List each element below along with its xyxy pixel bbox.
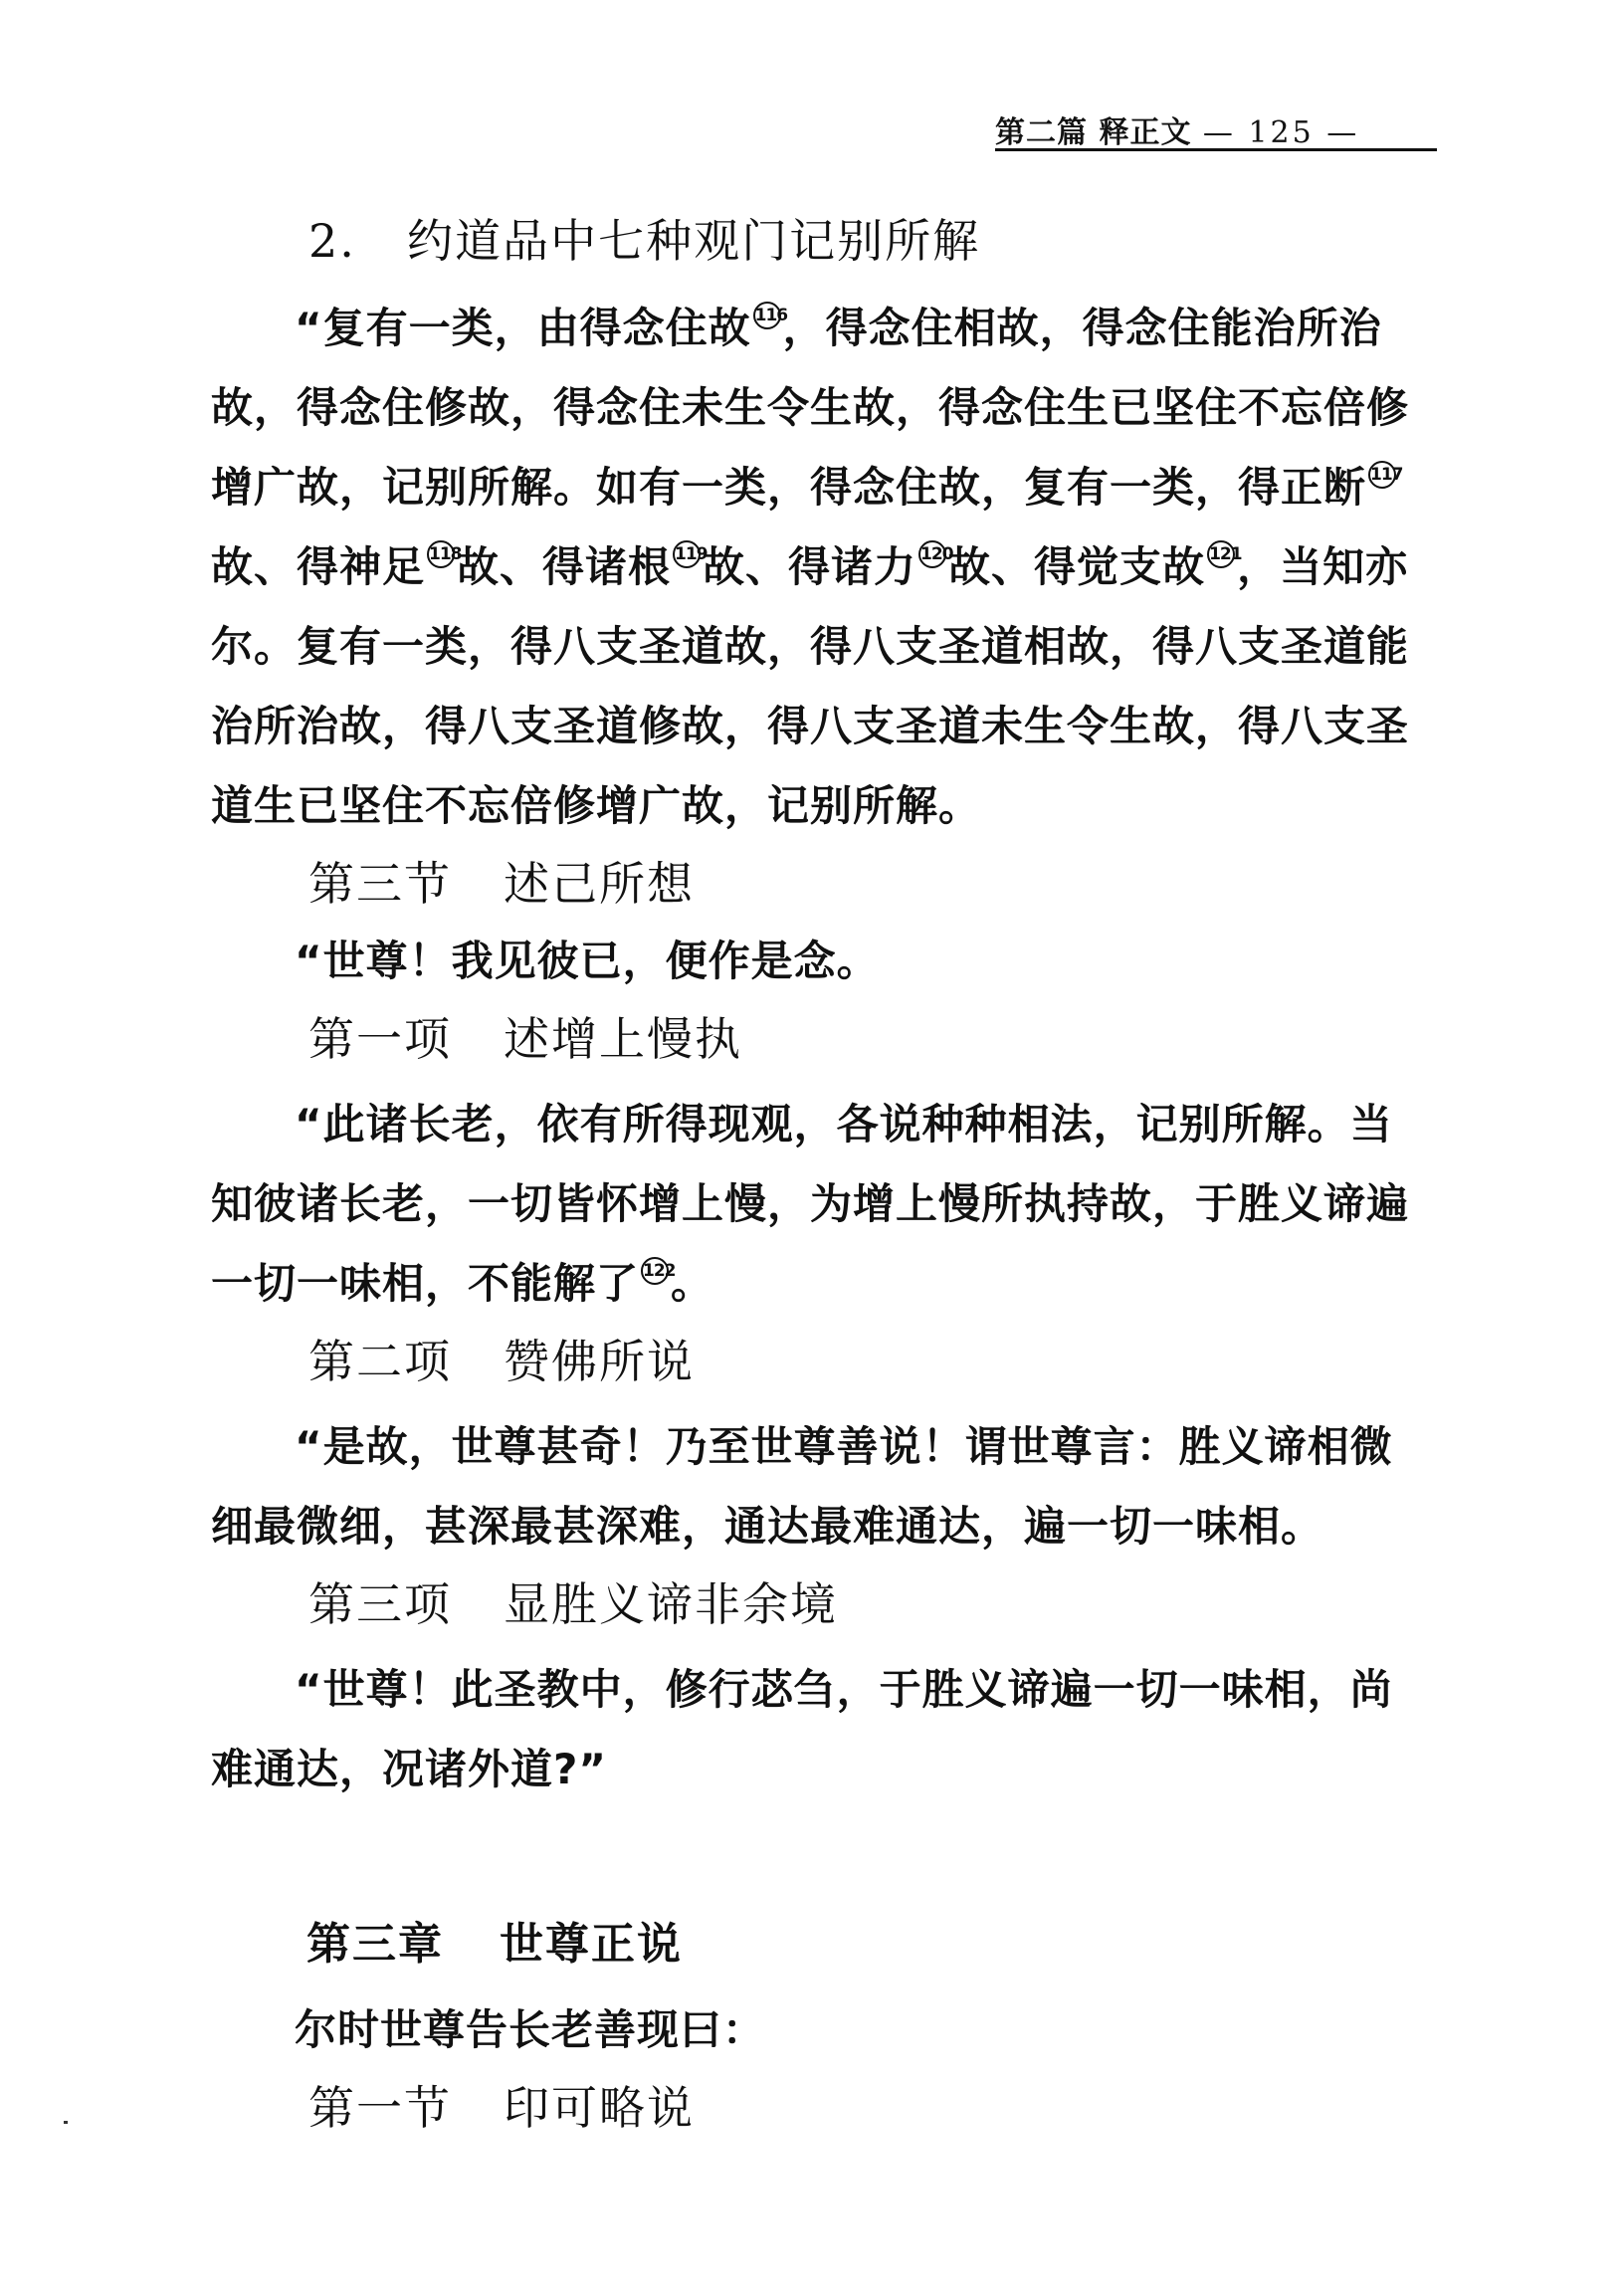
text-line (211, 1244, 1435, 1324)
footnote-marker-122[interactable]: 122 (641, 1257, 669, 1285)
part-title: 释正文 (1099, 115, 1192, 150)
heading-title: 显胜义谛非余境 (504, 1577, 838, 1631)
footnote-marker-119[interactable]: 119 (673, 540, 701, 568)
text-line: 治所治故，得八支圣道修故，得八支圣道未生令生故，得八支圣 (211, 702, 1410, 750)
text-run: ，得念住相故，得念住能治所治 (782, 304, 1382, 352)
scan-speck (64, 2121, 68, 2124)
text-line: 道生已坚住不忘倍修增广故，记别所解。 (211, 781, 982, 830)
footnote-marker-120[interactable]: 120 (918, 540, 946, 568)
heading-label: 第一节 (308, 2081, 452, 2135)
heading-label: 第二项 (308, 1335, 452, 1388)
text-run: 故、得神足 (211, 542, 426, 591)
paragraph-not-others-domain (211, 1650, 1435, 1809)
text-run: 故、得诸根 (457, 542, 672, 591)
paragraph-reflection (211, 922, 1435, 1001)
text-line (211, 448, 1435, 527)
chapter-title: 世尊正说 (500, 1919, 683, 1970)
section-heading-1 (211, 2076, 1435, 2140)
heading-title: 述增上慢执 (504, 1012, 742, 1066)
text-line: 故，得念住修故，得念住未生令生故，得念住生已坚住不忘倍修 (211, 383, 1410, 432)
chapter-heading (211, 1913, 1435, 1977)
text-line: 知彼诸长老，一切皆怀增上慢，为增上慢所执持故，于胜义谛遍 (211, 1179, 1410, 1228)
running-header (995, 107, 1433, 151)
section-heading-2 (211, 209, 1435, 273)
heading-title: 印可略说 (504, 2081, 695, 2135)
text-line: “此诸长老，依有所得现观，各说种种相法，记别所解。当 (295, 1100, 1393, 1148)
text-run: “复有一类，由得念住故 (295, 304, 751, 352)
page-body (211, 209, 1435, 2140)
heading-title: 述己所想 (504, 857, 695, 911)
item-heading-2 (211, 1330, 1435, 1393)
text-run: 。 (671, 1259, 714, 1308)
text-run: 故、得诸力 (703, 542, 917, 591)
section-heading-3 (211, 852, 1435, 916)
text-run: ，当知亦 (1237, 542, 1409, 591)
paragraph-arrogance (211, 1085, 1435, 1324)
heading-number: 2. (308, 214, 356, 268)
footnote-marker-118[interactable]: 118 (427, 540, 455, 568)
item-heading-3 (211, 1572, 1435, 1636)
chapter-label: 第三章 (306, 1919, 444, 1970)
page-number: — 125 — (1202, 115, 1360, 150)
footnote-marker-117[interactable]: 117 (1368, 461, 1396, 489)
header-rule (995, 148, 1437, 151)
text-line: 尔。复有一类，得八支圣道故，得八支圣道相故，得八支圣道能 (211, 622, 1410, 671)
text-line: “世尊！我见彼已，便作是念。 (295, 937, 880, 985)
paragraph-path-factors (211, 289, 1435, 846)
paragraph-buddha-speaks (211, 1990, 1435, 2070)
part-label: 第二篇 (995, 115, 1088, 150)
heading-label: 第三项 (308, 1577, 452, 1631)
heading-label: 第三节 (308, 857, 452, 911)
text-line (211, 289, 1435, 368)
text-line: 难通达，况诸外道?” (211, 1745, 607, 1793)
heading-title: 约道品中七种观门记别所解 (407, 214, 981, 268)
text-line: “是故，世尊甚奇！乃至世尊善说！谓世尊言：胜义谛相微 (295, 1422, 1393, 1471)
heading-label: 第一项 (308, 1012, 452, 1066)
text-line: 细最微细，甚深最甚深难，通达最难通达，遍一切一味相。 (211, 1502, 1324, 1551)
footnote-marker-116[interactable]: 116 (753, 302, 781, 329)
text-run: 一切一味相，不能解了 (211, 1259, 640, 1308)
text-line: 尔时世尊告长老善现曰： (295, 2005, 766, 2054)
footnote-marker-121[interactable]: 121 (1207, 540, 1235, 568)
text-line (211, 527, 1435, 607)
text-run: 增广故，记别所解。如有一类，得念住故，复有一类，得正断 (211, 463, 1367, 512)
text-run: 故、得觉支故 (948, 542, 1206, 591)
paragraph-praise (211, 1407, 1435, 1566)
item-heading-1 (211, 1007, 1435, 1071)
text-line: “世尊！此圣教中，修行苾刍，于胜义谛遍一切一味相，尚 (295, 1665, 1393, 1714)
heading-title: 赞佛所说 (504, 1335, 695, 1388)
